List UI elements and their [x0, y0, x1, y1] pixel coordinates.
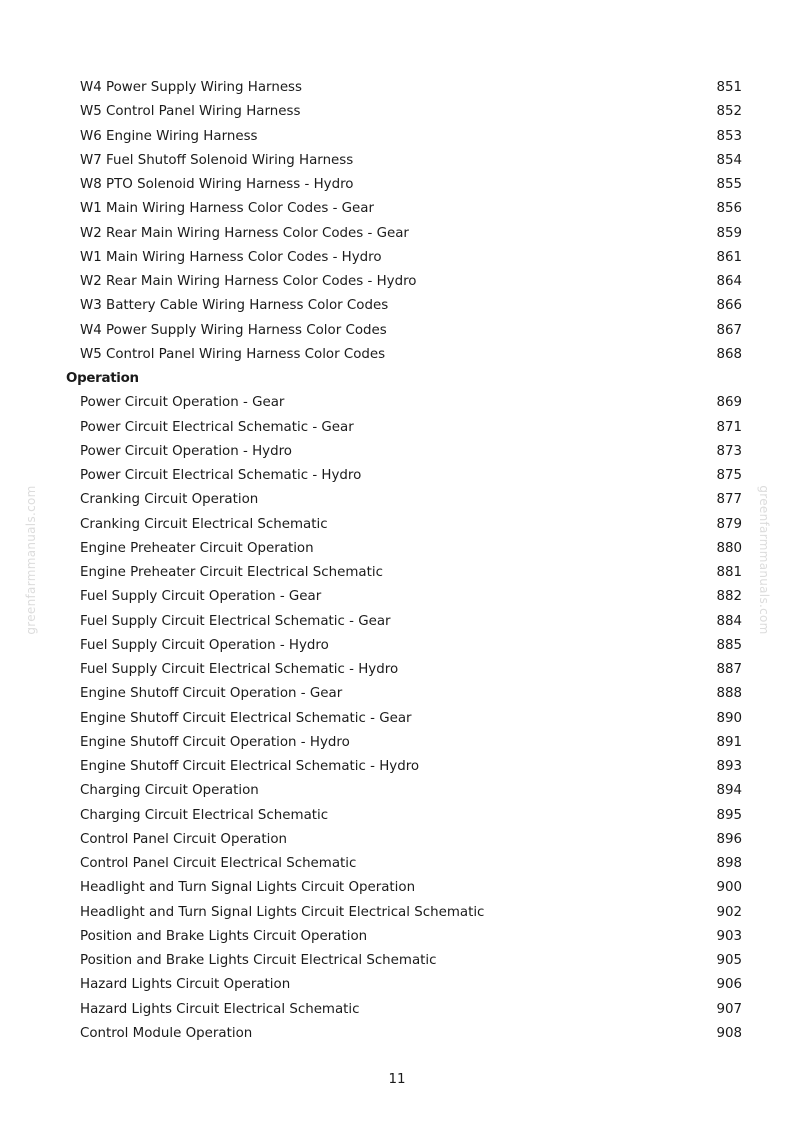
toc-entry[interactable] — [0, 319, 794, 343]
toc-entry-title: Power Circuit Operation - Hydro — [80, 443, 292, 459]
toc-entry-title: Engine Preheater Circuit Electrical Schematic — [80, 565, 383, 580]
toc-entry-title: Fuel Supply Circuit Operation - Hydro — [80, 637, 329, 653]
toc-entry[interactable] — [0, 658, 794, 682]
toc-entry-page-number: 866 — [716, 298, 742, 314]
toc-entry[interactable] — [0, 634, 794, 658]
toc-entry-page-number: 869 — [716, 395, 742, 411]
toc-entry-title: Cranking Circuit Operation — [80, 492, 259, 508]
toc-entry-page-number: 902 — [716, 904, 742, 920]
toc-entry-page-number: 879 — [716, 516, 742, 532]
toc-entry-title: Power Circuit Operation - Gear — [80, 395, 285, 411]
toc-entry[interactable] — [0, 779, 794, 803]
toc-entry-page-number: 855 — [716, 177, 742, 192]
toc-entry[interactable] — [0, 246, 794, 270]
toc-entry[interactable] — [0, 1022, 794, 1046]
toc-entry-title: Charging Circuit Electrical Schematic — [80, 807, 329, 823]
toc-section-title: Operation — [66, 371, 139, 386]
watermark-left: greenfarmmanuals.com — [24, 485, 38, 635]
toc-entry-page-number: 871 — [716, 419, 742, 435]
table-of-contents — [0, 76, 794, 1046]
toc-entry-page-number: 864 — [716, 274, 742, 289]
toc-entry[interactable] — [0, 513, 794, 537]
toc-entry-page-number: 880 — [716, 540, 742, 556]
toc-entry-title: W4 Power Supply Wiring Harness — [80, 80, 303, 95]
toc-entry[interactable] — [0, 416, 794, 440]
toc-entry[interactable] — [0, 561, 794, 585]
toc-entry-page-number: 867 — [716, 322, 742, 338]
toc-entry-page-number: 905 — [716, 953, 742, 968]
toc-entry-page-number: 868 — [716, 346, 742, 362]
toc-entry-title: Fuel Supply Circuit Electrical Schematic - Gear — [80, 613, 391, 629]
toc-entry-title: W3 Battery Cable Wiring Harness Color Codes — [80, 298, 389, 314]
toc-entry-title: Power Circuit Electrical Schematic - Hydro — [80, 468, 362, 483]
toc-entry[interactable] — [0, 149, 794, 173]
toc-entry[interactable] — [0, 852, 794, 876]
toc-entry-title: Control Panel Circuit Operation — [80, 831, 288, 847]
toc-entry-page-number: 875 — [716, 468, 742, 483]
toc-entry-page-number: 861 — [716, 249, 742, 265]
toc-entry-page-number: 853 — [716, 128, 742, 144]
toc-entry-title: Cranking Circuit Electrical Schematic — [80, 516, 328, 532]
toc-entry-page-number: 887 — [716, 662, 742, 677]
toc-entry-page-number: 895 — [716, 807, 742, 823]
toc-entry[interactable] — [0, 76, 794, 100]
toc-entry[interactable] — [0, 998, 794, 1022]
toc-entry-page-number: 877 — [716, 492, 742, 508]
toc-entry[interactable] — [0, 828, 794, 852]
toc-entry-page-number: 908 — [716, 1025, 742, 1041]
toc-entry[interactable] — [0, 876, 794, 900]
toc-entry-page-number: 852 — [716, 104, 742, 120]
toc-entry-title: Engine Preheater Circuit Operation — [80, 540, 314, 556]
toc-entry[interactable] — [0, 755, 794, 779]
toc-entry-title: Engine Shutoff Circuit Electrical Schematic - Hydro — [80, 759, 420, 774]
toc-entry-page-number: 873 — [716, 443, 742, 459]
toc-entry[interactable] — [0, 488, 794, 512]
toc-entry-title: W2 Rear Main Wiring Harness Color Codes - Hydro — [80, 274, 417, 289]
toc-entry[interactable] — [0, 925, 794, 949]
toc-entry[interactable] — [0, 100, 794, 124]
toc-entry-title: W5 Control Panel Wiring Harness — [80, 104, 301, 120]
toc-entry-page-number: 859 — [716, 225, 742, 241]
toc-entry-title: Engine Shutoff Circuit Electrical Schematic - Gear — [80, 710, 412, 726]
toc-entry-title: Hazard Lights Circuit Electrical Schematic — [80, 1001, 360, 1017]
toc-entry[interactable] — [0, 197, 794, 221]
toc-entry-title: W2 Rear Main Wiring Harness Color Codes - Gear — [80, 225, 409, 241]
toc-entry-title: Control Panel Circuit Electrical Schematic — [80, 856, 357, 871]
toc-entry-title: W1 Main Wiring Harness Color Codes - Hydro — [80, 249, 382, 265]
toc-entry[interactable] — [0, 682, 794, 706]
toc-entry-title: W4 Power Supply Wiring Harness Color Codes — [80, 322, 387, 338]
toc-entry[interactable] — [0, 173, 794, 197]
toc-entry-title: Headlight and Turn Signal Lights Circuit Electrical Schematic — [80, 904, 485, 920]
toc-entry[interactable] — [0, 464, 794, 488]
toc-entry-title: W6 Engine Wiring Harness — [80, 128, 258, 144]
toc-entry[interactable] — [0, 125, 794, 149]
toc-entry-page-number: 885 — [716, 637, 742, 653]
toc-entry-title: Hazard Lights Circuit Operation — [80, 977, 291, 993]
toc-entry-title: Engine Shutoff Circuit Operation - Hydro — [80, 734, 350, 750]
toc-entry-page-number: 903 — [716, 928, 742, 944]
toc-entry[interactable] — [0, 949, 794, 973]
toc-entry-title: Headlight and Turn Signal Lights Circuit Operation — [80, 880, 416, 896]
toc-entry-page-number: 882 — [716, 589, 742, 605]
toc-entry[interactable] — [0, 440, 794, 464]
toc-entry[interactable] — [0, 537, 794, 561]
toc-entry-title: Position and Brake Lights Circuit Operation — [80, 928, 368, 944]
toc-entry-page-number: 907 — [716, 1001, 742, 1017]
toc-entry[interactable] — [0, 391, 794, 415]
toc-entry[interactable] — [0, 610, 794, 634]
toc-entry-page-number: 881 — [716, 565, 742, 580]
toc-entry-page-number: 891 — [716, 734, 742, 750]
toc-entry-page-number: 898 — [716, 856, 742, 871]
toc-entry-title: W8 PTO Solenoid Wiring Harness - Hydro — [80, 177, 354, 192]
toc-entry-page-number: 906 — [716, 977, 742, 993]
toc-entry-page-number: 884 — [716, 613, 742, 629]
toc-entry-page-number: 894 — [716, 783, 742, 799]
toc-entry[interactable] — [0, 294, 794, 318]
toc-entry-title: Control Module Operation — [80, 1025, 253, 1041]
toc-entry-title: Fuel Supply Circuit Electrical Schematic - Hydro — [80, 662, 399, 677]
toc-entry-page-number: 896 — [716, 831, 742, 847]
toc-entry-page-number: 851 — [716, 80, 742, 95]
toc-entry[interactable] — [0, 973, 794, 997]
toc-entry-page-number: 890 — [716, 710, 742, 726]
toc-entry[interactable] — [0, 270, 794, 294]
toc-entry-title: W7 Fuel Shutoff Solenoid Wiring Harness — [80, 152, 354, 168]
toc-entry-title: Engine Shutoff Circuit Operation - Gear — [80, 686, 343, 702]
toc-entry-title: Fuel Supply Circuit Operation - Gear — [80, 589, 322, 605]
toc-entry[interactable] — [0, 731, 794, 755]
toc-entry-page-number: 856 — [716, 201, 742, 217]
toc-entry[interactable] — [0, 222, 794, 246]
toc-entry-page-number: 854 — [716, 152, 742, 168]
toc-entry-page-number: 900 — [716, 880, 742, 896]
toc-entry-title: Charging Circuit Operation — [80, 783, 259, 799]
toc-entry[interactable] — [0, 901, 794, 925]
toc-entry-title: Position and Brake Lights Circuit Electrical Schematic — [80, 953, 437, 968]
watermark-right: greenfarmmanuals.com — [757, 485, 771, 635]
page-number: 11 — [388, 1072, 406, 1087]
toc-entry[interactable] — [0, 707, 794, 731]
toc-entry-title: W1 Main Wiring Harness Color Codes - Gear — [80, 201, 374, 217]
toc-entry[interactable] — [0, 804, 794, 828]
toc-entry[interactable] — [0, 585, 794, 609]
toc-entry-page-number: 888 — [716, 686, 742, 702]
toc-entry[interactable] — [0, 343, 794, 367]
toc-entry-title: Power Circuit Electrical Schematic - Gear — [80, 419, 354, 435]
toc-entry-title: W5 Control Panel Wiring Harness Color Codes — [80, 346, 386, 362]
toc-section-heading — [0, 367, 794, 391]
toc-entry-page-number: 893 — [716, 759, 742, 774]
